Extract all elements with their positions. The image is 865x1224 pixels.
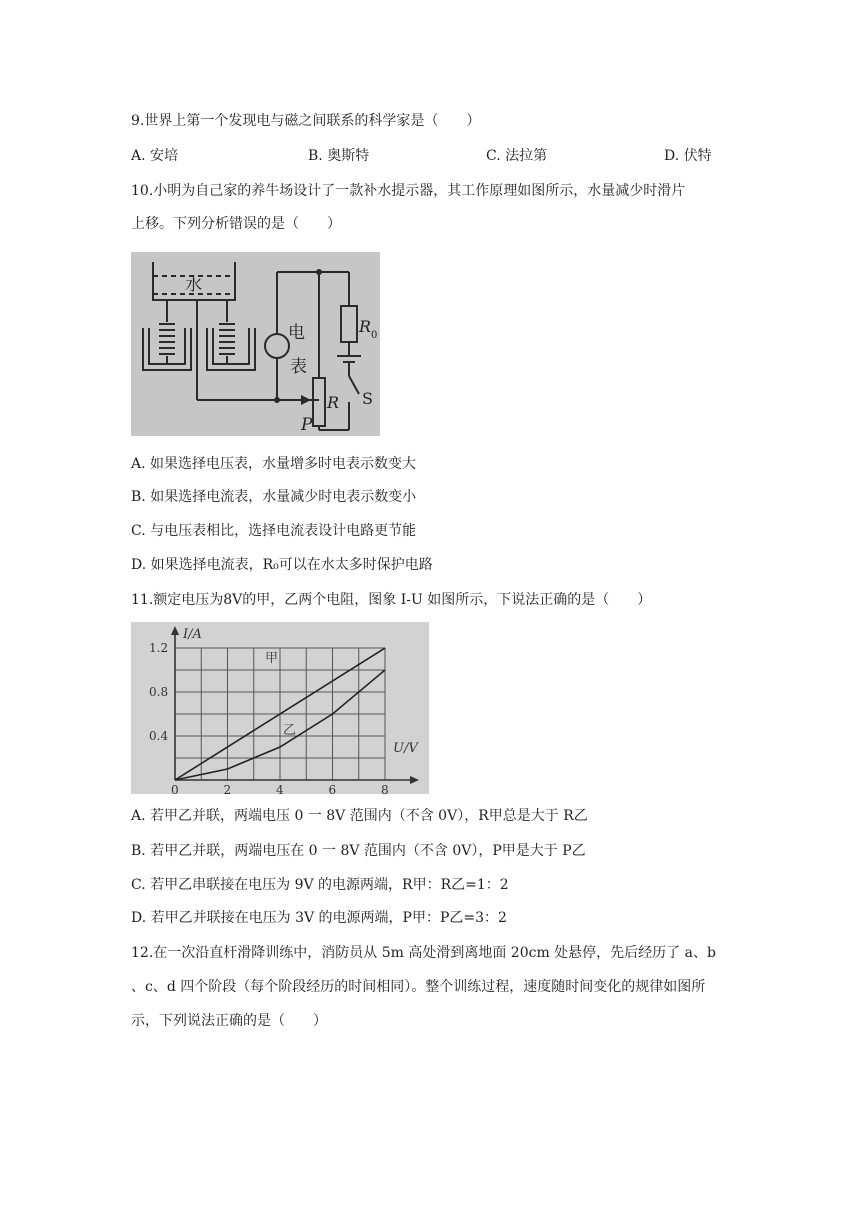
q11-stem: 11.额定电压为8V的甲，乙两个电阻，图象 I-U 如图所示，下说法正确的是（ ） — [131, 592, 652, 608]
q9-option-a: A. 安培 — [131, 148, 179, 164]
y-tick-label: 0.8 — [149, 685, 169, 699]
label-meter-1: 电 — [288, 323, 305, 343]
q9-stem: 9.世界上第一个发现电与磁之间联系的科学家是（ ） — [131, 113, 481, 129]
x-tick-label: 6 — [328, 783, 337, 794]
q10-option-c: C. 与电压表相比，选择电流表设计电路更节能 — [131, 523, 417, 539]
q10-stem-line1: 10.小明为自己家的养牛场设计了一款补水提示器，其工作原理如图所示，水量减少时滑片 — [131, 183, 686, 199]
q11-option-b: B. 若甲乙并联，两端电压在 0 一 8V 范围内（不含 0V），P甲是大于 P乙 — [131, 843, 586, 859]
q11-option-d: D. 若甲乙并联接在电压为 3V 的电源两端，P甲：P乙=3：2 — [131, 910, 507, 926]
series-label-jia: 甲 — [265, 651, 279, 666]
x-tick-label: 4 — [276, 783, 284, 794]
label-s: S — [362, 389, 373, 408]
label-r0: R — [359, 317, 372, 336]
y-tick-label: 0.4 — [149, 729, 169, 743]
series-label-yi: 乙 — [283, 723, 297, 738]
q12-stem-line1: 12.在一次沿直杆滑降训练中，消防员从 5m 高处滑到离地面 20cm 处悬停，先后经历了 a、b — [131, 945, 716, 961]
q9-option-c: C. 法拉第 — [486, 148, 548, 164]
label-r: R — [327, 393, 340, 412]
q9-option-b: B. 奥斯特 — [308, 148, 370, 164]
q12-stem-line2: 、c、d 四个阶段（每个阶段经历的时间相同）。整个训练过程，速度随时间变化的规律如图所 — [131, 979, 706, 995]
q10-stem-line2: 上移。下列分析错误的是（ ） — [131, 216, 341, 232]
circuit-diagram — [131, 252, 380, 436]
q9-option-d: D. 伏特 — [664, 148, 712, 164]
iu-chart-svg — [131, 622, 429, 794]
label-r0-sub: 0 — [371, 330, 378, 341]
y-tick-label: 1.2 — [149, 641, 169, 655]
x-tick-label: 0 — [171, 783, 179, 794]
q10-option-a: A. 如果选择电压表，水量增多时电表示数变大 — [131, 456, 417, 472]
label-water: 水 — [185, 275, 202, 295]
x-axis-label: U/V — [393, 741, 418, 756]
label-meter-2: 表 — [290, 357, 307, 377]
y-axis-label: I/A — [183, 627, 202, 642]
q11-iu-chart — [131, 622, 429, 794]
x-tick-label: 2 — [223, 783, 232, 794]
q12-stem-line3: 示，下列说法正确的是（ ） — [131, 1013, 327, 1029]
q10-option-d: D. 如果选择电流表，R₀可以在水太多时保护电路 — [131, 557, 433, 573]
q10-circuit-figure — [131, 252, 380, 436]
x-tick-label: 8 — [381, 783, 389, 794]
q11-option-a: A. 若甲乙并联，两端电压 0 一 8V 范围内（不含 0V），R甲总是大于 R乙 — [131, 808, 588, 824]
q11-option-c: C. 若甲乙串联接在电压为 9V 的电源两端，R甲：R乙=1：2 — [131, 877, 509, 893]
label-p: P — [301, 415, 313, 435]
q10-option-b: B. 如果选择电流表，水量减少时电表示数变小 — [131, 489, 417, 505]
